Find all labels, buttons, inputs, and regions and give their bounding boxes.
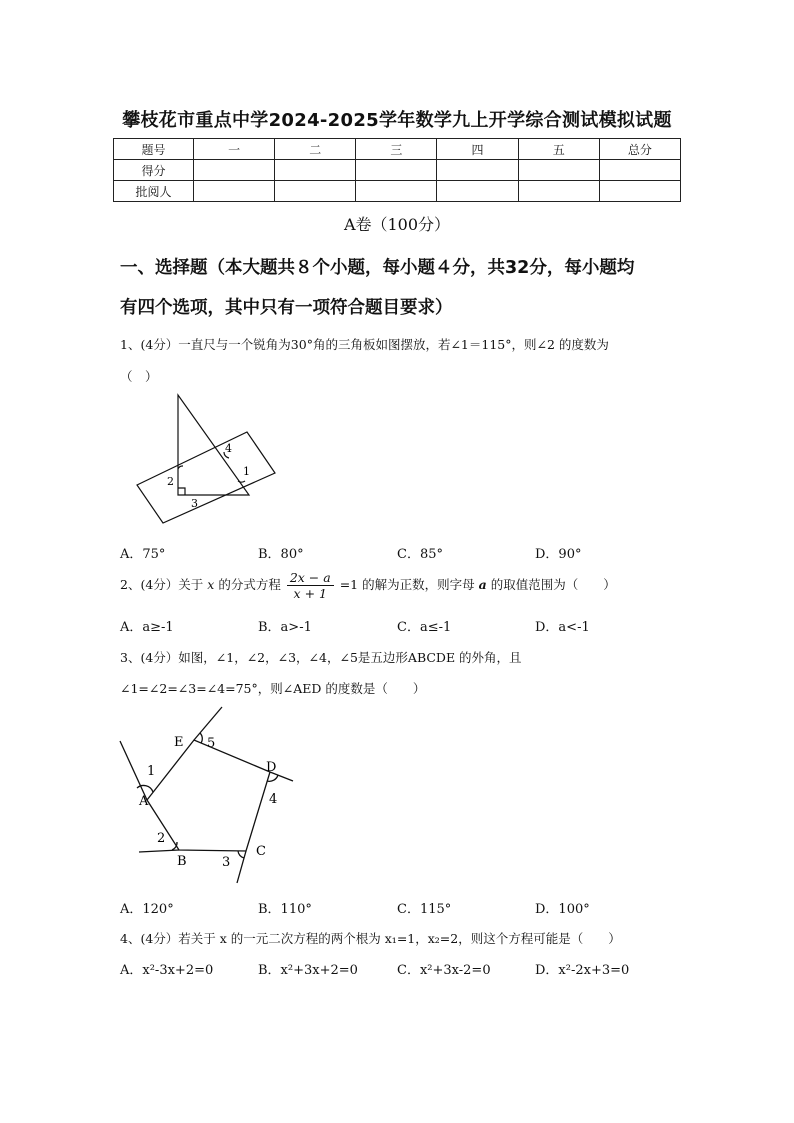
triangle-shape bbox=[178, 395, 249, 495]
q4-text: 4、(4分）若关于 x 的一元二次方程的两个根为 x₁=1，x₂=2，则这个方程可能是（ ） bbox=[120, 931, 621, 946]
score-cell bbox=[275, 181, 356, 202]
score-cell bbox=[518, 181, 599, 202]
score-cell bbox=[194, 181, 275, 202]
q1-text: 1、(4分）一直尺与一个锐角为30°角的三角板如图摆放，若∠1＝115°，则∠2 的度数为 bbox=[120, 337, 609, 352]
q2-fraction-denominator: x + 1 bbox=[293, 586, 327, 601]
q2-option-a[interactable]: A．a≥-1 bbox=[120, 620, 174, 635]
fig1-label-2: 2 bbox=[167, 475, 174, 488]
ruler-shape bbox=[137, 432, 275, 523]
q3-option-b[interactable]: B．110° bbox=[258, 902, 312, 917]
q3-option-d[interactable]: D．100° bbox=[535, 902, 590, 917]
fig3-label-5: 5 bbox=[207, 736, 216, 751]
score-header-cell: 五 bbox=[518, 139, 599, 160]
fig3-label-3: 3 bbox=[222, 855, 231, 870]
q4-option-a[interactable]: A．x²-3x+2=0 bbox=[120, 963, 214, 978]
score-header-cell: 三 bbox=[356, 139, 437, 160]
fig1-label-4: 4 bbox=[225, 442, 232, 455]
score-row-label: 得分 bbox=[114, 160, 194, 181]
score-cell bbox=[356, 160, 437, 181]
q1-option-c[interactable]: C．85° bbox=[397, 547, 443, 562]
exam-title: 攀枝花市重点中学2024-2025学年数学九上开学综合测试模拟试题 bbox=[122, 110, 672, 131]
q4-option-c[interactable]: C．x²+3x-2=0 bbox=[397, 963, 491, 978]
part1-heading-line1: 一、选择题（本大题共８个小题，每小题４分，共32分，每小题均 bbox=[120, 258, 635, 278]
q4-option-b[interactable]: B．x²+3x+2=0 bbox=[258, 963, 358, 978]
score-cell bbox=[599, 181, 680, 202]
q2-option-b[interactable]: B．a>-1 bbox=[258, 620, 312, 635]
score-header-cell: 二 bbox=[275, 139, 356, 160]
score-cell bbox=[437, 160, 518, 181]
fig3-label-2: 2 bbox=[157, 831, 166, 846]
q1-option-a[interactable]: A．75° bbox=[120, 547, 166, 562]
fig3-label-c: C bbox=[256, 844, 266, 859]
angle-2-arc bbox=[178, 466, 183, 469]
q2-suffix: 的解为正数，则字母 bbox=[362, 577, 475, 592]
pentagon-abcde bbox=[147, 740, 270, 851]
q2-fraction-numerator: 2x − a bbox=[287, 570, 334, 586]
q2-var-a: a bbox=[478, 577, 487, 592]
q3-figure bbox=[110, 703, 310, 888]
score-table bbox=[113, 138, 681, 202]
q2-option-d[interactable]: D．a<-1 bbox=[535, 620, 590, 635]
q2-mid: 的分式方程 bbox=[218, 577, 281, 592]
q2-prefix: 2、(4分）关于 bbox=[120, 577, 204, 592]
fig1-label-3: 3 bbox=[191, 497, 198, 510]
part1-heading-line2: 有四个选项，其中只有一项符合题目要求） bbox=[120, 298, 453, 318]
section-a-heading: A卷（100分） bbox=[343, 215, 451, 234]
q1-option-b[interactable]: B．80° bbox=[258, 547, 304, 562]
q2-text bbox=[120, 570, 616, 601]
fig3-label-1: 1 bbox=[147, 764, 156, 779]
extension-cb bbox=[139, 850, 179, 852]
q3-option-c[interactable]: C．115° bbox=[397, 902, 452, 917]
score-header-cell: 题号 bbox=[114, 139, 194, 160]
score-cell bbox=[518, 160, 599, 181]
angle-1-arc bbox=[137, 785, 153, 792]
q2-var-x: x bbox=[207, 577, 215, 592]
fig3-label-d: D bbox=[266, 760, 277, 775]
score-header-cell: 四 bbox=[437, 139, 518, 160]
extension-ba bbox=[120, 741, 147, 800]
score-cell bbox=[437, 181, 518, 202]
fig3-label-a: A bbox=[139, 794, 149, 809]
fig3-label-b: B bbox=[177, 854, 187, 869]
fig3-label-e: E bbox=[174, 735, 184, 750]
q2-equals: =1 bbox=[339, 577, 359, 592]
q2-fraction bbox=[287, 570, 334, 601]
score-header-cell: 一 bbox=[194, 139, 275, 160]
q3-line1: 3、(4分）如图，∠1，∠2，∠3，∠4，∠5是五边形ABCDE 的外角，且 bbox=[120, 650, 522, 665]
q1-blank: （ ） bbox=[120, 369, 158, 384]
angle-5-arc bbox=[200, 733, 202, 743]
q3-option-a[interactable]: A．120° bbox=[120, 902, 174, 917]
angle-3-arc bbox=[238, 851, 244, 858]
q2-suffix2: 的取值范围为（ ） bbox=[490, 577, 616, 592]
extension-dc bbox=[237, 851, 246, 883]
q2-option-c[interactable]: C．a≤-1 bbox=[397, 620, 452, 635]
score-row-label: 批阅人 bbox=[114, 181, 194, 202]
score-header-cell: 总分 bbox=[599, 139, 680, 160]
fig3-label-4: 4 bbox=[269, 792, 278, 807]
q1-figure bbox=[125, 390, 285, 530]
score-cell bbox=[194, 160, 275, 181]
q1-option-d[interactable]: D．90° bbox=[535, 547, 582, 562]
fig1-label-1: 1 bbox=[243, 465, 250, 478]
score-table-row bbox=[114, 160, 681, 181]
score-table-row bbox=[114, 181, 681, 202]
q3-line2: ∠1=∠2=∠3=∠4=75°，则∠AED 的度数是（ ） bbox=[120, 681, 426, 696]
angle-1-arc bbox=[238, 481, 245, 482]
score-cell bbox=[356, 181, 437, 202]
score-table-header-row bbox=[114, 139, 681, 160]
q4-option-d[interactable]: D．x²-2x+3=0 bbox=[535, 963, 630, 978]
score-cell bbox=[599, 160, 680, 181]
score-cell bbox=[275, 160, 356, 181]
right-angle-mark bbox=[178, 488, 185, 495]
